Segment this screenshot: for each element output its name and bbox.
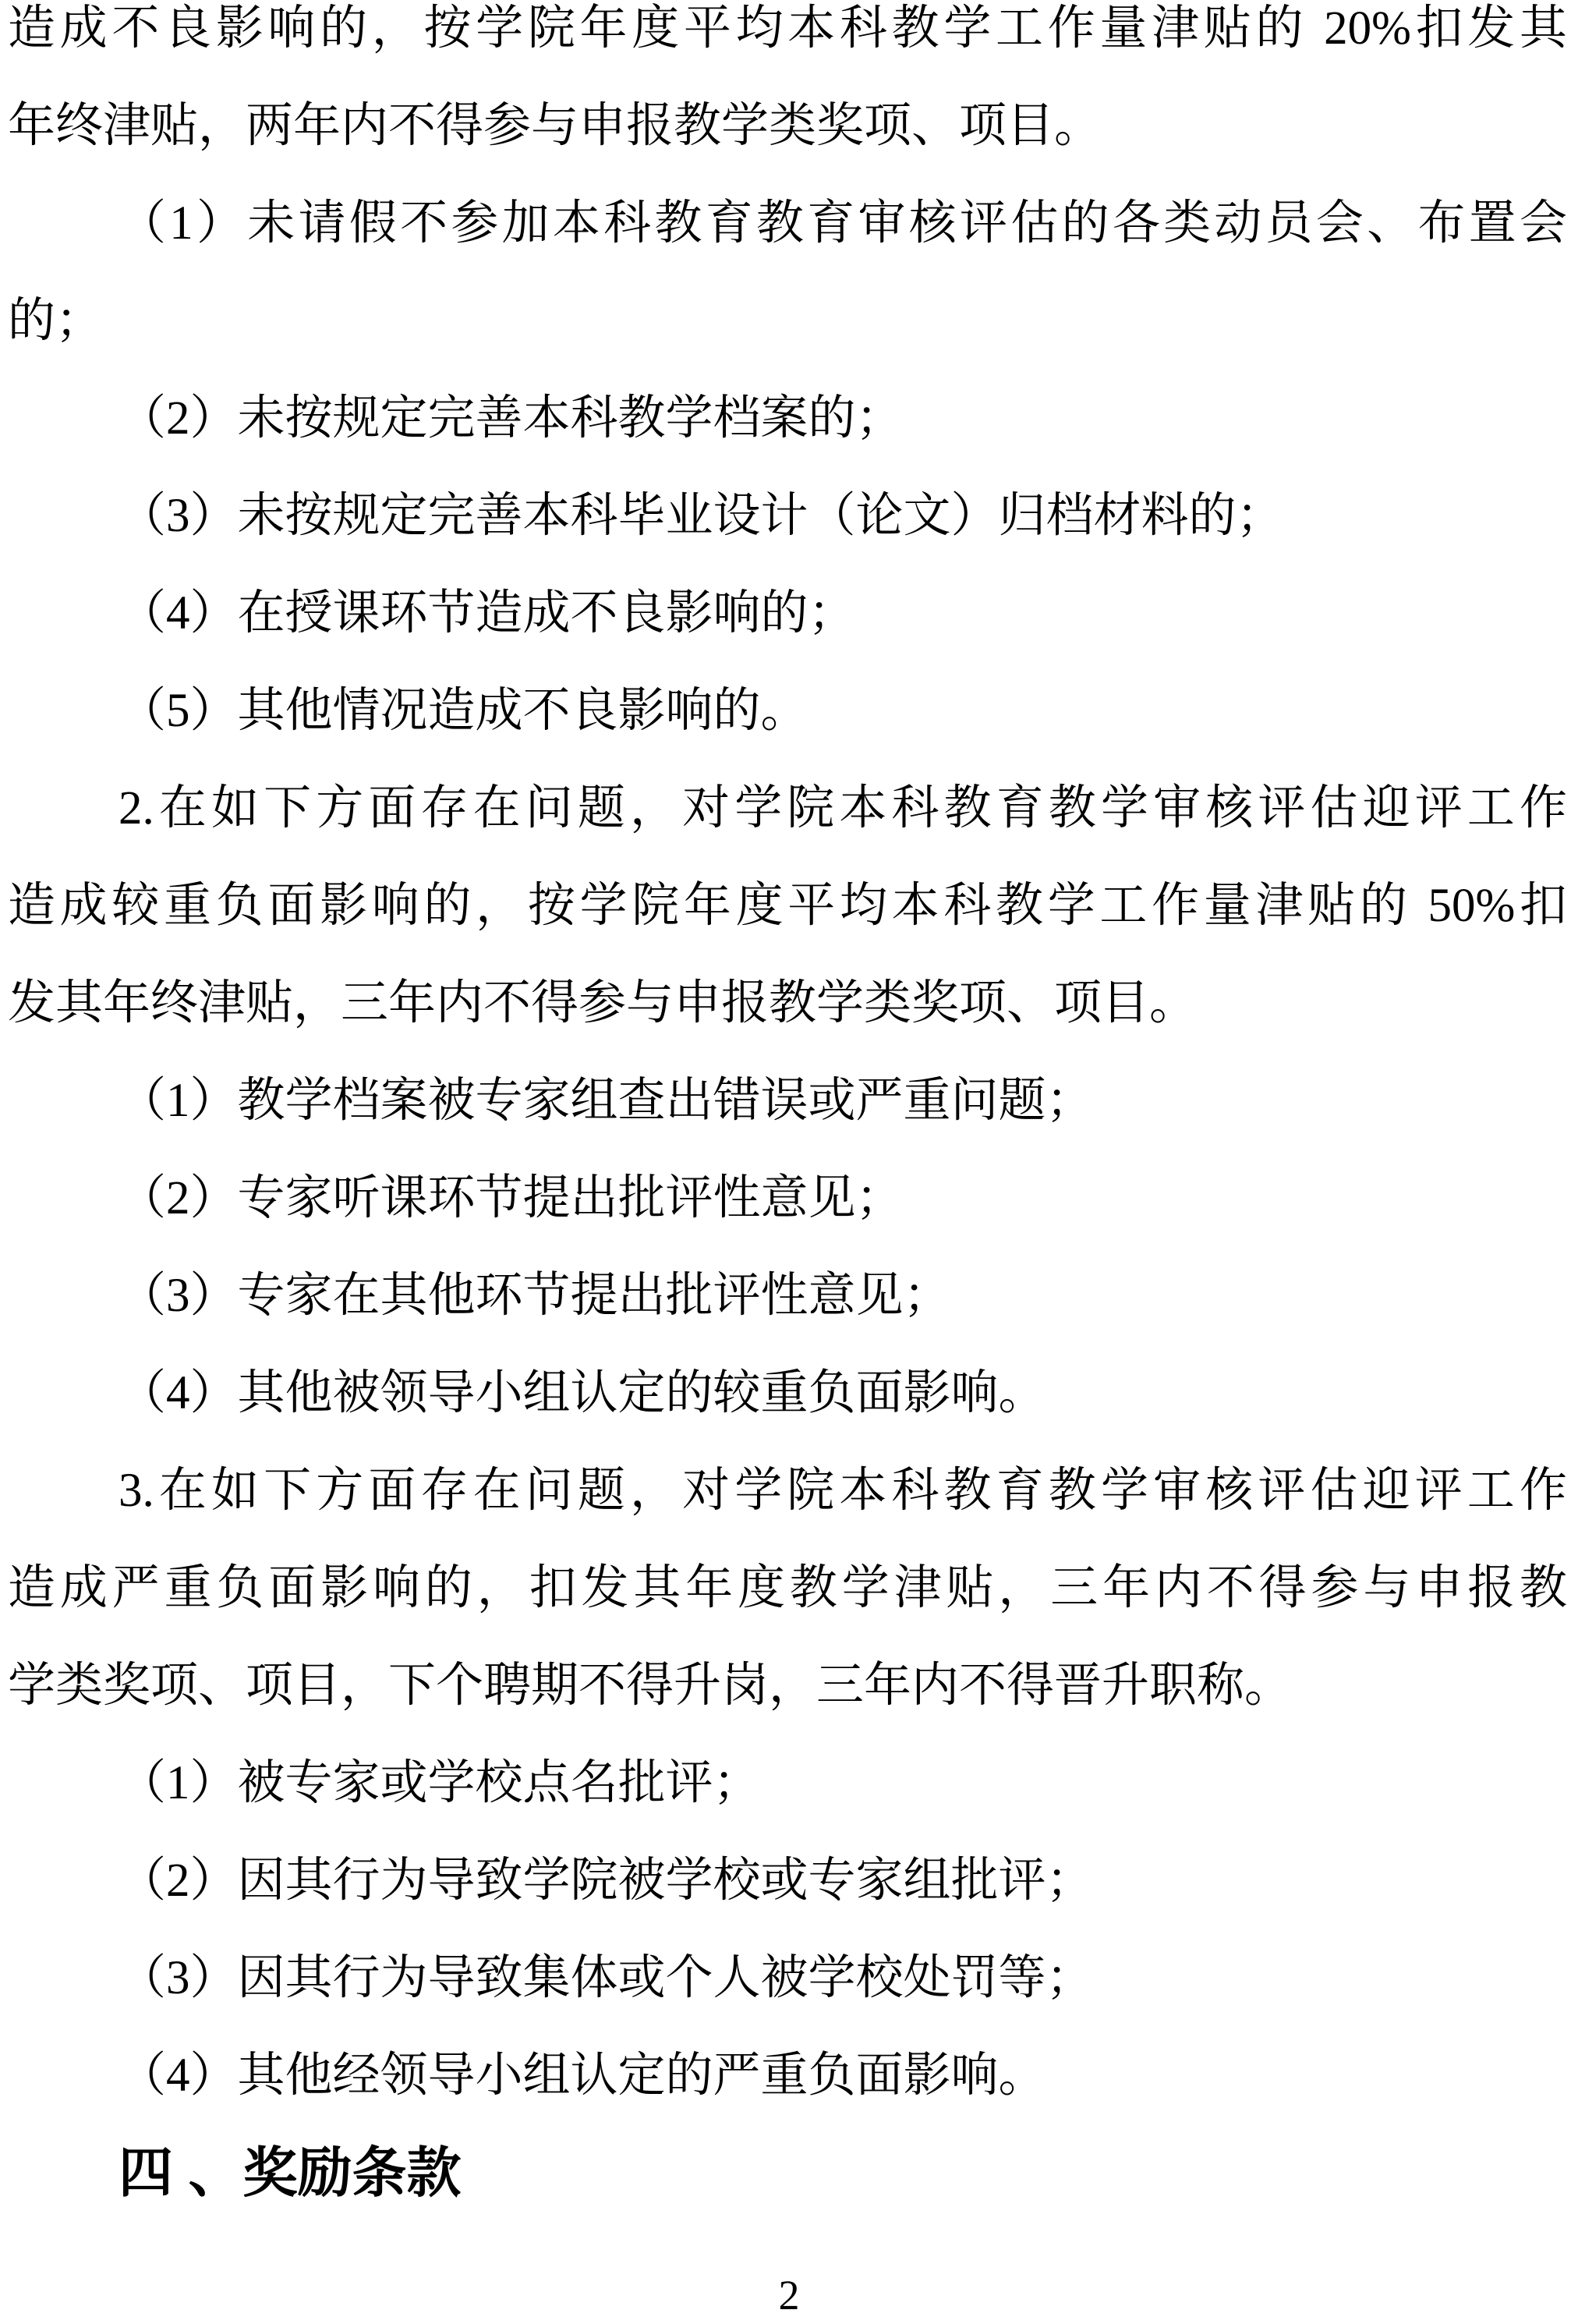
section-heading: 四 、奖励条款 (119, 2142, 462, 2203)
list-item-line: （3）未按规定完善本科毕业设计（论文）归档材料的； (119, 490, 1284, 542)
list-item-line: （1）被专家或学校点名批评； (119, 1757, 761, 1809)
body-line: 发其年终津贴，三年内不得参与申报教学类奖项、项目。 (8, 977, 1198, 1029)
list-item-line: （2）因其行为导致学院被学校或专家组批评； (119, 1855, 1094, 1907)
list-item-line: （3）专家在其他环节提出批评性意见； (119, 1270, 951, 1322)
body-line: 的； (8, 295, 104, 347)
body-line: 年终津贴，两年内不得参与申报教学类奖项、项目。 (8, 100, 1102, 152)
body-line: 学类奖项、项目，下个聘期不得升岗，三年内不得晋升职称。 (8, 1660, 1293, 1712)
body-line: 造成较重负面影响的，按学院年度平均本科教学工作量津贴的 50%扣 (8, 880, 1567, 932)
page-number: 2 (778, 2272, 800, 2319)
body-line: 造成严重负面影响的，扣发其年度教学津贴，三年内不得参与申报教 (8, 1562, 1567, 1614)
body-line: 造成不良影响的，按学院年度平均本科教学工作量津贴的 20%扣发其 (8, 2, 1567, 55)
list-item-line: （3）因其行为导致集体或个人被学校处罚等； (119, 1952, 1094, 2004)
list-item-line: （2）未按规定完善本科教学档案的； (119, 392, 904, 445)
list-item-line: （4）其他被领导小组认定的较重负面影响。 (119, 1367, 1046, 1419)
list-item-line: （5）其他情况造成不良影响的。 (119, 685, 808, 737)
list-item-line: （4）在授课环节造成不良影响的； (119, 587, 856, 639)
paragraph-line: 3.在如下方面存在问题，对学院本科教育教学审核评估迎评工作 (119, 1465, 1567, 1517)
list-item-line: （2）专家听课环节提出批评性意见； (119, 1172, 904, 1224)
list-item-line: （1）教学档案被专家组查出错误或严重问题； (119, 1075, 1094, 1127)
document-body (8, 0, 1567, 2222)
list-item-line: （1）未请假不参加本科教育教育审核评估的各类动员会、布置会 (119, 197, 1567, 250)
list-item-line: （4）其他经领导小组认定的严重负面影响。 (119, 2049, 1046, 2102)
paragraph-line: 2.在如下方面存在问题，对学院本科教育教学审核评估迎评工作 (119, 782, 1567, 834)
